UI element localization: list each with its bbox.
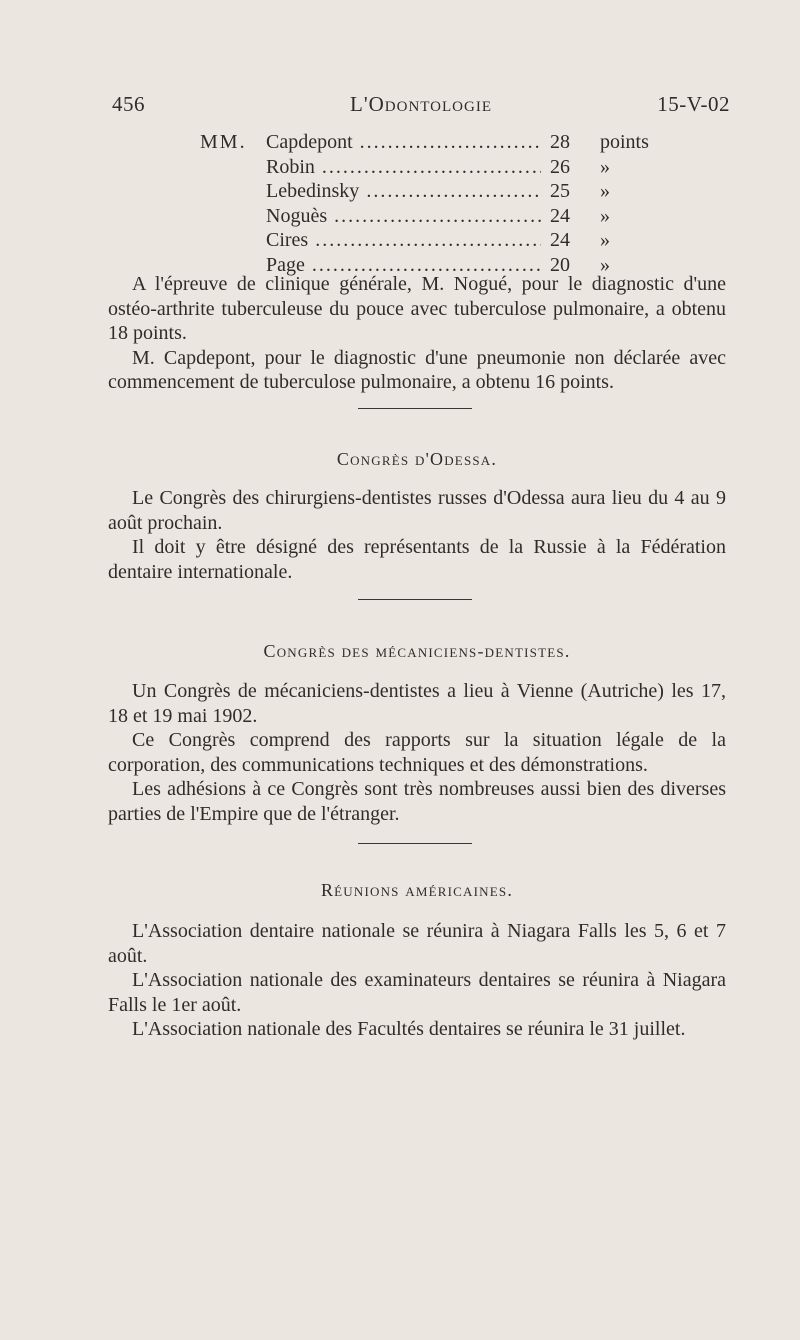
section-heading: Congrès d'Odessa.: [336, 449, 498, 469]
score-unit: points: [600, 131, 649, 153]
score-unit: »: [600, 229, 610, 251]
candidate-name: Noguès .....: [266, 204, 541, 229]
section-heading: Congrès des mécaniciens-dentistes.: [263, 641, 571, 661]
score-list: [200, 130, 670, 277]
candidate-name: Cires .....: [266, 228, 541, 253]
paragraph: Ce Congrès comprend des rapports sur la situation légale de la corporation, des communications techniques et des démonstrations.: [108, 729, 726, 776]
paragraph: Le Congrès des chirurgiens-dentistes russes d'Odessa aura lieu du 4 au 9 août prochain.: [108, 487, 726, 534]
paragraph: Les adhésions à ce Congrès sont très nombreuses aussi bien des diverses parties de l'Empire que de l'étranger.: [108, 778, 726, 825]
section-divider: [358, 599, 472, 600]
section-body: [108, 919, 726, 1042]
score-row: [200, 179, 670, 204]
score-unit: »: [600, 253, 610, 276]
paragraph: Il doit y être désigné des représentants de la Russie à la Fédération dentaire internationale.: [108, 536, 726, 583]
score-points: 25: [550, 180, 570, 202]
paragraph: Un Congrès de mécaniciens-dentistes a lieu à Vienne (Autriche) les 17, 18 et 19 mai 1902.: [108, 680, 726, 727]
score-unit: »: [600, 155, 610, 178]
issue-date: 15-V-02: [657, 92, 730, 116]
section-divider: [358, 843, 472, 844]
paragraph: L'Association nationale des examinateurs dentaires se réunira à Niagara Falls le 1er août.: [108, 969, 726, 1016]
running-header: [112, 92, 730, 122]
score-row: [200, 204, 670, 229]
score-unit: »: [600, 204, 610, 227]
section-body: [108, 486, 726, 584]
candidate-name: Capdepont .....: [266, 130, 541, 155]
paragraph: L'Association dentaire nationale se réunira à Niagara Falls les 5, 6 et 7 août.: [108, 920, 726, 967]
candidate-name: Page .....: [266, 253, 541, 278]
candidate-name: Robin .....: [266, 155, 541, 180]
page-number: 456: [112, 92, 145, 116]
journal-title: L'Odontologie: [350, 92, 492, 116]
score-row: [200, 130, 670, 155]
section-divider: [358, 408, 472, 409]
score-points: 26: [550, 155, 570, 178]
paragraph: M. Capdepont, pour le diagnostic d'une pneumonie non déclarée avec commencement de tuberculose pulmonaire, a obtenu 16 points.: [108, 346, 726, 393]
score-row: [200, 228, 670, 253]
score-points: 20: [550, 253, 570, 276]
section-body: [108, 679, 726, 826]
score-points: 28: [550, 131, 570, 153]
score-points: 24: [550, 204, 570, 227]
clinique-results: [108, 272, 726, 395]
paragraph: A l'épreuve de clinique générale, M. Nogué, pour le diagnostic d'une ostéo-arthrite tuberculeuse du pouce avec tuberculose pulmonaire, a obtenu 18 points.: [108, 273, 726, 344]
score-points: 24: [550, 229, 570, 251]
candidate-name: Lebedinsky .....: [266, 179, 541, 204]
score-row: [200, 155, 670, 180]
paragraph: L'Association nationale des Facultés dentaires se réunira le 31 juillet.: [132, 1018, 686, 1040]
score-prefix: MM.: [200, 131, 247, 153]
section-heading: Réunions américaines.: [320, 880, 514, 900]
score-unit: »: [600, 180, 610, 202]
